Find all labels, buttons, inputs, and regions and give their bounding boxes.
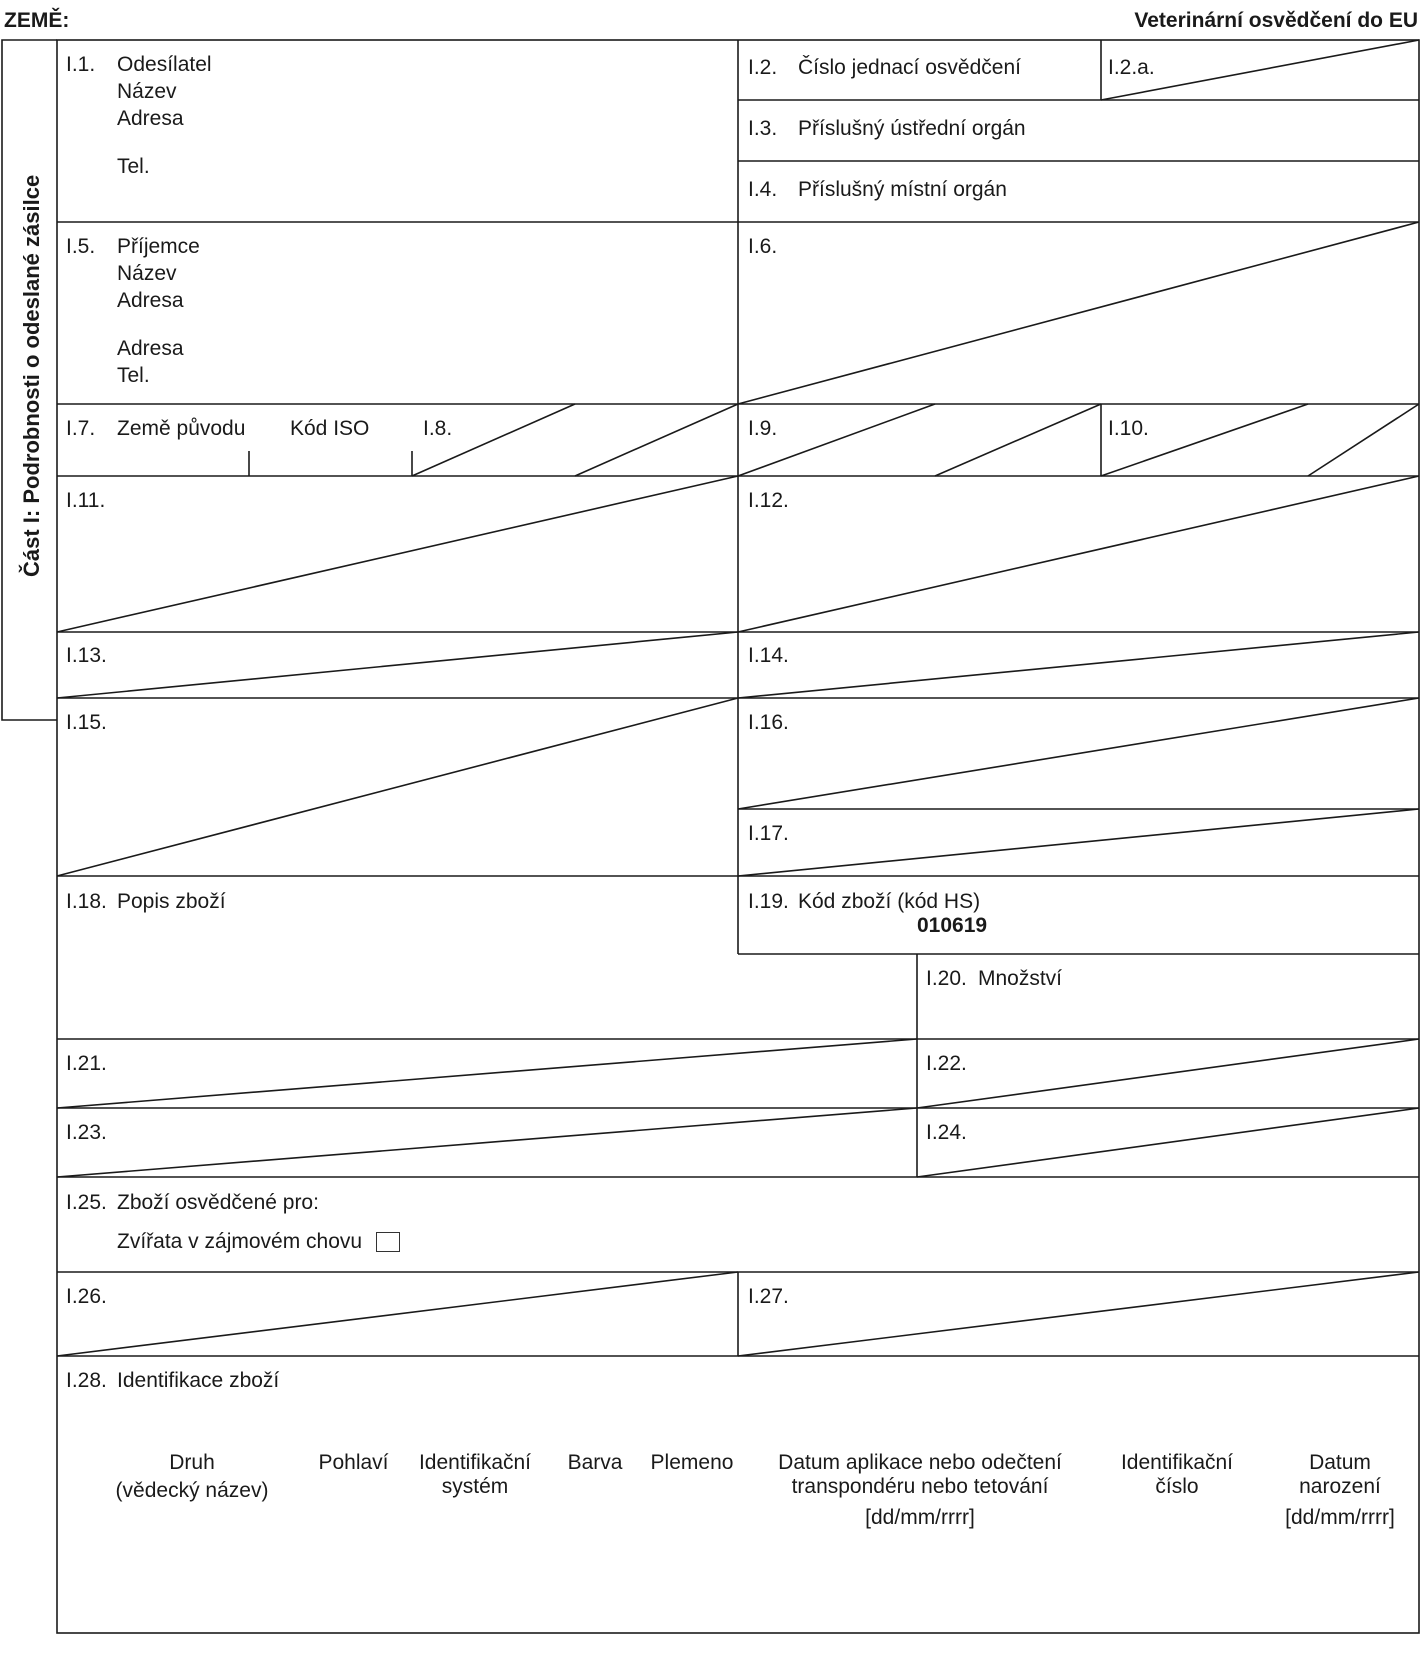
id-system-header-line2: systém (441, 1475, 509, 1498)
consignee-name-label: Název (117, 262, 177, 285)
sex-header: Pohlaví (318, 1451, 389, 1474)
consignor-address-label: Adresa (117, 107, 184, 130)
side-label: Část I: Podrobnosti o odeslané zásilce (19, 174, 44, 577)
birth-date-header-line2: narození (1299, 1475, 1381, 1498)
pet-animals-option-label: Zvířata v zájmovém chovu (117, 1230, 363, 1253)
field-number: I.10. (1108, 417, 1149, 440)
field-number: I.1. (66, 53, 96, 76)
field-number: I.3. (748, 117, 778, 140)
consignee-label: Příjemce (117, 235, 200, 258)
field-number: I.2.a. (1108, 56, 1155, 79)
transponder-date-header-line2: transpondéru nebo tetování (791, 1475, 1049, 1498)
field-number: I.20. (926, 967, 967, 990)
transponder-date-header-format: [dd/mm/rrrr] (865, 1506, 975, 1529)
certified-for-label: Zboží osvědčené pro: (117, 1191, 319, 1214)
field-number: I.26. (66, 1285, 107, 1308)
quantity-label: Množství (978, 967, 1063, 990)
consignor-tel-label: Tel. (117, 155, 150, 178)
central-authority-label: Příslušný ústřední orgán (798, 117, 1026, 140)
id-number-header-line2: číslo (1155, 1475, 1199, 1498)
country-of-origin-label: Země původu (117, 417, 246, 440)
field-number: I.8. (423, 417, 453, 440)
pet-animals-checkbox[interactable] (376, 1232, 400, 1252)
field-number: I.17. (748, 822, 789, 845)
field-number: I.11. (66, 489, 106, 512)
field-number: I.22. (926, 1052, 967, 1075)
certificate-title: Veterinární osvědčení do EU (1134, 9, 1418, 32)
transponder-date-header-line1: Datum aplikace nebo odečtení (778, 1451, 1062, 1474)
consignor-label: Odesílatel (117, 53, 212, 76)
id-number-header-line1: Identifikační (1120, 1451, 1234, 1474)
field-number: I.15. (66, 711, 107, 734)
field-number: I.4. (748, 178, 778, 201)
id-system-header-line1: Identifikační (418, 1451, 532, 1474)
field-number: I.19. (748, 890, 789, 913)
consignee-address-label: Adresa (117, 289, 184, 312)
field-number: I.7. (66, 417, 96, 440)
commodity-code-label: Kód zboží (kód HS) (798, 890, 981, 913)
field-number: I.27. (748, 1285, 789, 1308)
consignee-address2-label: Adresa (117, 337, 184, 360)
field-number: I.21. (66, 1052, 107, 1075)
country-label: ZEMĚ: (4, 9, 70, 32)
field-number: I.9. (748, 417, 778, 440)
iso-code-label: Kód ISO (290, 417, 370, 440)
species-header-line1: Druh (169, 1451, 215, 1474)
field-number: I.14. (748, 644, 789, 667)
birth-date-header-format: [dd/mm/rrrr] (1285, 1506, 1395, 1529)
field-number: I.16. (748, 711, 789, 734)
goods-description-label: Popis zboží (117, 890, 226, 913)
field-number: I.24. (926, 1121, 967, 1144)
consignor-name-label: Název (117, 80, 177, 103)
field-number: I.18. (66, 890, 107, 913)
species-header-line2: (vědecký název) (115, 1479, 269, 1502)
certificate-reference-label: Číslo jednací osvědčení (798, 56, 1021, 79)
field-number: I.6. (748, 235, 778, 258)
breed-header: Plemeno (650, 1451, 734, 1474)
consignee-tel-label: Tel. (117, 364, 150, 387)
field-number: I.28. (66, 1369, 107, 1392)
goods-identification-label: Identifikace zboží (117, 1369, 280, 1392)
field-number: I.13. (66, 644, 107, 667)
field-number: I.5. (66, 235, 96, 258)
field-number: I.25. (66, 1191, 107, 1214)
local-authority-label: Příslušný místní orgán (798, 178, 1007, 201)
birth-date-header-line1: Datum (1309, 1451, 1371, 1474)
field-number: I.23. (66, 1121, 107, 1144)
colour-header: Barva (567, 1451, 623, 1474)
commodity-code-value: 010619 (917, 914, 988, 937)
field-number: I.12. (748, 489, 789, 512)
field-number: I.2. (748, 56, 778, 79)
